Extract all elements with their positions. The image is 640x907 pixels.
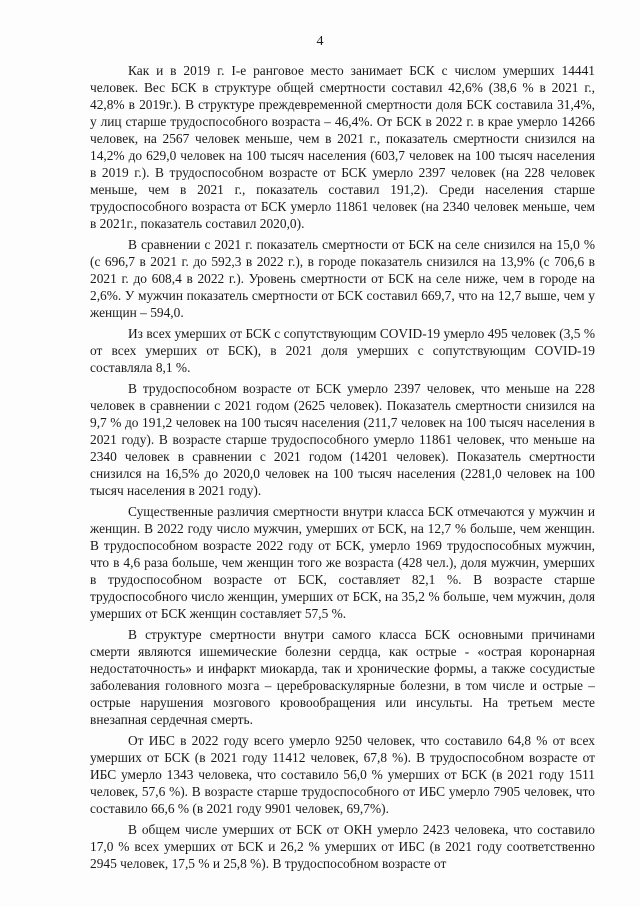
paragraph-covid: Из всех умерших от БСК с сопутствующим COVID-19 умерло 495 человек (3,5 % от всех умерших от БСК), в 2021 доля умерших с сопутствующим COVID-19 составляла 8,1 %. [90,326,595,375]
paragraph-gender-differences: Существенные различия смертности внутри класса БСК отмечаются у мужчин и женщин. В 2022 году число мужчин, умерших от БСК, на 12,7 % больше, чем женщин. В трудоспособном возрасте 2022 году от БСК, умерло 1969 трудоспособных мужчин, что в 4,6 раза больше, чем женщин того же возраста (428 чел.), доля мужчин, умерших в трудоспособном возрасте от БСК, составляет 82,1 %. В возрасте старше трудоспособного число женщин, умерших от БСК, на 35,2 % больше, чем мужчин, доля умерших от БСК женщин составляет 57,5 %. [90,504,595,621]
paragraph-working-age: В трудоспособном возрасте от БСК умерло 2397 человек, что меньше на 228 человек в сравнении с 2021 годом (2625 человек). Показатель смертности снизился на 9,7 % до 191,2 человек на 100 тысяч населения (211,7 человек на 100 тысяч населения в 2021 году). В возрасте старше трудоспособного умерло 11861 человек, что меньше на 2340 человек в сравнении с 2021 годом (14201 человек). Показатель смертности снизился на 16,5% до 2020,0 человек на 100 тысяч населения (2281,0 человек на 100 тысяч населения в 2021 году). [90,381,595,498]
document-body [90,62,595,876]
page-number: 4 [316,34,324,49]
paragraph-structure-causes: В структуре смертности внутри самого класса БСК основными причинами смерти являются ишемические болезни сердца, как острые - «острая коронарная недостаточность» и инфаркт миокарда, так и хронические формы, а также сосудистые заболевания головного мозга – цереброваскулярные болезни, в том числе и острые – острые нарушения мозгового кровообращения или инсульты. На третьем месте внезапная сердечная смерть. [90,627,595,727]
paragraph-rural-urban: В сравнении с 2021 г. показатель смертности от БСК на селе снизился на 15,0 % (с 696,7 в 2021 г. до 592,3 в 2022 г.), в городе показатель снизился на 13,9% (с 706,6 в 2021 г. до 608,4 в 2022 г.). Уровень смертности от БСК на селе ниже, чем в городе на 2,6%. У мужчин показатель смертности от БСК составил 669,7, что на 12,7 выше, чем у женщин – 594,0. [90,237,595,320]
paragraph-ibs: От ИБС в 2022 году всего умерло 9250 человек, что составило 64,8 % от всех умерших от БСК (в 2021 году 11412 человек, 67,8 %). В трудоспособном возрасте от ИБС умерло 1343 человека, что составило 56,0 % умерших от БСК (в 2021 году 1511 человек, 57,6 %). В возрасте старше трудоспособного от ИБС умерло 7905 человек, что составило 66,6 % (в 2021 году 9901 человек, 69,7%). [90,733,595,816]
paragraph-bsk-overview: Как и в 2019 г. I-е ранговое место занимает БСК с числом умерших 14441 человек. Вес БСК в структуре общей смертности составил 42,6% (38,6 % в 2021 г., 42,8% в 2019г.). В структуре преждевременной смертности доля БСК составила 31,4%, у лиц старше трудоспособного возраста – 46,4%. От БСК в 2022 г. в крае умерло 14266 человек, на 2567 человек меньше, чем в 2021 г., показатель смертности снизился на 14,2% до 629,0 человек на 100 тысяч населения (603,7 человек на 100 тысяч населения в 2019 г.). В трудоспособном возрасте от БСК умерло 2397 человек (на 228 человек меньше, чем в 2021 г., показатель составил 191,2). Среди населения старше трудоспособного возраста от БСК умерло 11861 человек (на 2340 человек меньше, чем в 2021г., показатель составил 2020,0). [90,63,595,231]
paragraph-okn: В общем числе умерших от БСК от ОКН умерло 2423 человека, что составило 17,0 % всех умерших от БСК и 26,2 % умерших от ИБС (в 2021 году соответственно 2945 человек, 17,5 % и 25,8 %). В трудоспособном возрасте от [90,822,595,871]
